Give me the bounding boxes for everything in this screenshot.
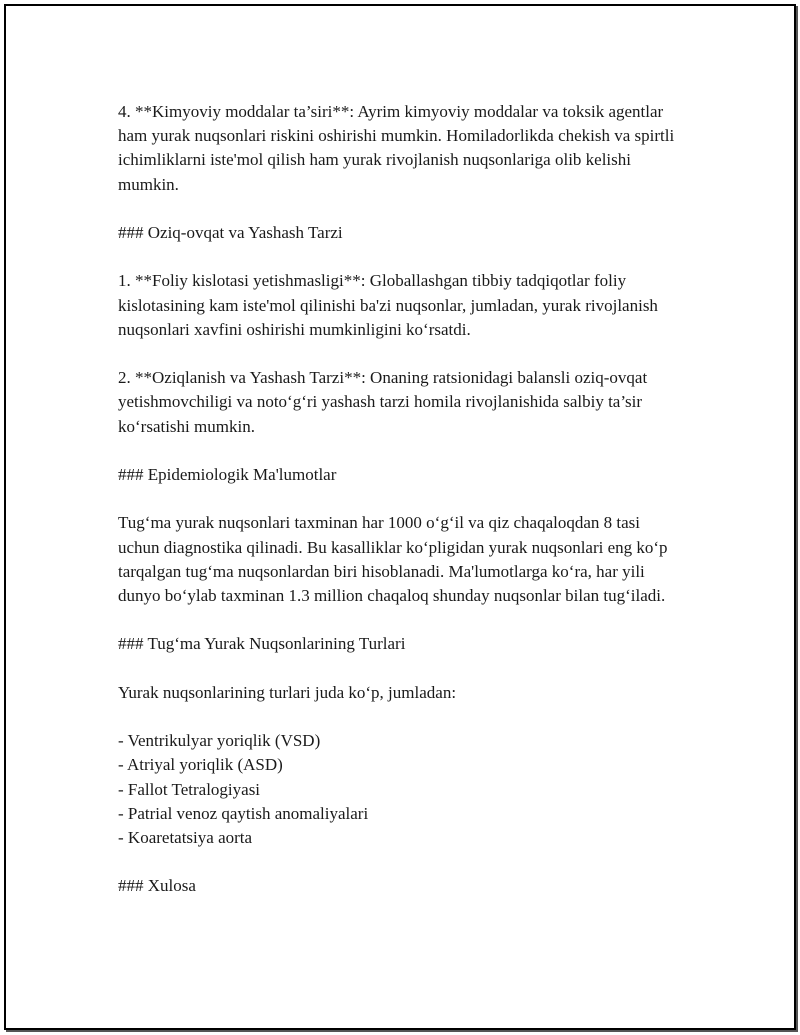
list-item: - Ventrikulyar yoriqlik (VSD) bbox=[118, 731, 321, 751]
document-content bbox=[118, 100, 678, 923]
paragraph-turlari-intro: Yurak nuqsonlarining turlari juda ko‘p, jumladan: bbox=[118, 682, 457, 702]
heading-epidemiologik: ### Epidemiologik Ma'lumotlar bbox=[118, 464, 337, 484]
list-nuqson-turlari bbox=[118, 729, 678, 850]
list-item: - Patrial venoz qaytish anomaliyalari bbox=[118, 803, 369, 823]
list-item: - Koaretatsiya aorta bbox=[118, 827, 253, 847]
heading-turlari: ### Tug‘ma Yurak Nuqsonlarining Turlari bbox=[118, 634, 406, 654]
paragraph-oziqlanish: 2. **Oziqlanish va Yashash Tarzi**: Onaning ratsionidagi balansli oziq-ovqat yetishmovchiligi va noto‘g‘ri yashash tarzi homila rivojlanishida salbiy ta’sir ko‘rsatishi mumkin. bbox=[118, 368, 648, 436]
heading-oziq-ovqat: ### Oziq-ovqat va Yashash Tarzi bbox=[118, 223, 343, 242]
heading-xulosa: ### Xulosa bbox=[118, 876, 196, 896]
paragraph-epidemiologik: Tug‘ma yurak nuqsonlari taxminan har 1000 o‘g‘il va qiz chaqaloqdan 8 tasi uchun diagnostika qilinadi. Bu kasalliklar ko‘pligidan yurak nuqsonlari eng ko‘p tarqalgan tug‘ma nuqsonlardan biri hisoblanadi. Ma'lumotlarga ko‘ra, har yili dunyo bo‘ylab taxminan 1.3 million chaqaloq shunday nuqsonlar bilan tug‘iladi. bbox=[118, 513, 668, 605]
list-item: - Fallot Tetralogiyasi bbox=[118, 779, 261, 799]
list-item: - Atriyal yoriqlik (ASD) bbox=[118, 755, 283, 775]
paragraph-foliy-kislotasi: 1. **Foliy kislotasi yetishmasligi**: Globallashgan tibbiy tadqiqotlar foliy kislotasining kam iste'mol qilinishi ba'zi nuqsonlar, jumladan, yurak rivojlanish nuqsonlari xavfini oshirishi mumkinligini ko‘rsatdi. bbox=[118, 271, 658, 339]
document-page bbox=[4, 4, 796, 1030]
paragraph-kimyoviy-moddalar: 4. **Kimyoviy moddalar ta’siri**: Ayrim kimyoviy moddalar va toksik agentlar ham yurak nuqsonlari riskini oshirishi mumkin. Homiladorlikda chekish va spirtli ichimliklarni iste'mol qilish ham yurak rivojlanish nuqsonlariga olib kelishi mumkin. bbox=[118, 102, 675, 194]
